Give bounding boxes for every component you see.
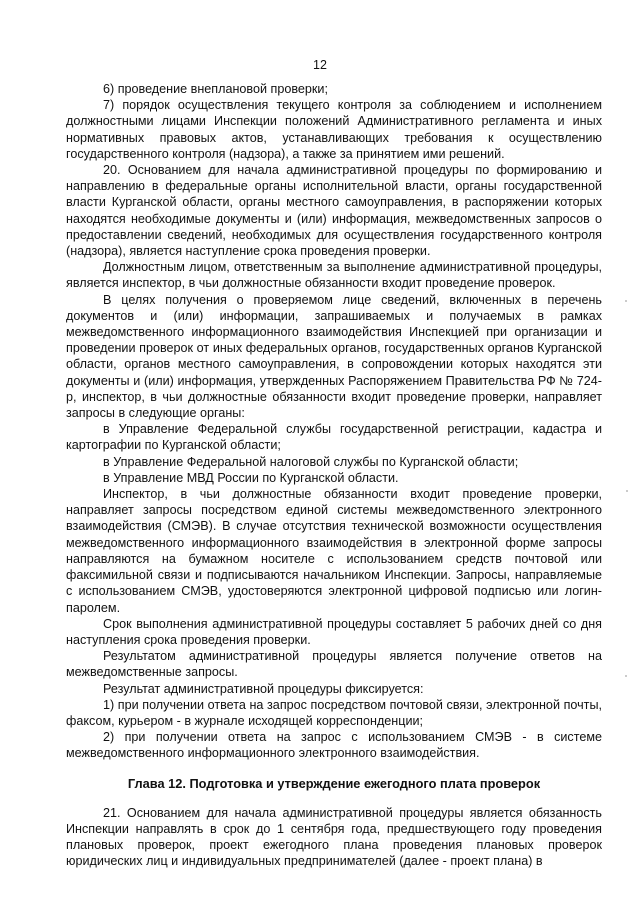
paragraph: 2) при получении ответа на запрос с использованием СМЭВ - в системе межведомственного информационного электронного взаимодействия. bbox=[66, 730, 602, 761]
paragraph: Должностным лицом, ответственным за выполнение административной процедуры, является инспектор, в чьи должностные обязанности входит проведение проверок. bbox=[66, 260, 602, 291]
paragraph: Результат административной процедуры фиксируется: bbox=[103, 681, 424, 696]
scan-marks bbox=[625, 300, 629, 680]
paragraph: 7) порядок осуществления текущего контроля за соблюдением и исполнением должностными лицами Инспекции положений Административного регламента и иных нормативных правовых актов, устанавливающих требования к осуществлению государственного контроля (надзора), а также за принятием ими решений. bbox=[66, 98, 602, 161]
chapter-heading: Глава 12. Подготовка и утверждение ежегодного плата проверок bbox=[127, 775, 541, 791]
paragraph: Инспектор, в чьи должностные обязанности входит проведение проверки, направляет запросы посредством единой системы межведомственного электронного взаимодействия (СМЭВ). В случае отсутствия технической возможности осуществления межведомственного информационного взаимодействия в электронной форме запросы направляются на бумажном носителе с использованием средств почтовой или факсимильной связи и подписываются начальником Инспекции. Запросы, направляемые с использованием СМЭВ, удостоверяются электронной цифровой подписью или логин-паролем. bbox=[66, 487, 602, 615]
document-body bbox=[66, 81, 602, 869]
paragraph: 1) при получении ответа на запрос посредством почтовой связи, электронной почты, факсом, курьером - в журнале исходящей корреспонденции; bbox=[66, 697, 602, 728]
paragraph: Результатом административной процедуры является получение ответов на межведомственные запросы. bbox=[66, 649, 602, 680]
paragraph: в Управление Федеральной службы государственной регистрации, кадастра и картографии по Курганской области; bbox=[66, 422, 602, 453]
scan-dot bbox=[626, 490, 628, 492]
paragraph: в Управление Федеральной налоговой службы по Курганской области; bbox=[103, 454, 519, 469]
paragraph: в Управление МВД России по Курганской области. bbox=[103, 470, 399, 485]
paragraph: 6) проведение внеплановой проверки; bbox=[103, 82, 328, 96]
paragraph: 20. Основанием для начала административной процедуры по формированию и направлению в федеральные органы исполнительной власти, органы государственной власти Курганской области, органы местного самоуправления, в распоряжении которых находятся необходимые документы и (или) информация, межведомственных запросов о предоставлении сведений, необходимых для осуществления государственного контроля (надзора), является наступление срока проведения проверки. bbox=[66, 163, 602, 259]
paragraph: 21. Основанием для начала административной процедуры является обязанность Инспекции направлять в срок до 1 сентября года, предшествующего году проведения плановых проверок, проект ежегодного плана проведения плановых проверок юридических лиц и индивидуальных предпринимателей (далее - проект плана) в bbox=[66, 805, 602, 869]
paragraph: Срок выполнения административной процедуры составляет 5 рабочих дней со дня наступления срока проведения проверки. bbox=[66, 616, 602, 647]
paragraph: В целях получения о проверяемом лице сведений, включенных в перечень документов и (или) информации, запрашиваемых и получаемых в рамках межведомственного информационного взаимодействия Инспекцией при организации и проведении проверок от иных федеральных органов, государственных органов Курганской области, органов местного самоуправления, в сопровождении которых находятся эти документы и (или) информация, утвержденных Распоряжением Правительства РФ № 724-р, инспектор, в чьи должностные обязанности входит проведение проверки, направляет запросы в следующие органы: bbox=[66, 292, 602, 421]
scan-dot bbox=[625, 675, 627, 677]
page-number: 12 bbox=[313, 58, 327, 72]
scan-dot bbox=[625, 300, 627, 302]
